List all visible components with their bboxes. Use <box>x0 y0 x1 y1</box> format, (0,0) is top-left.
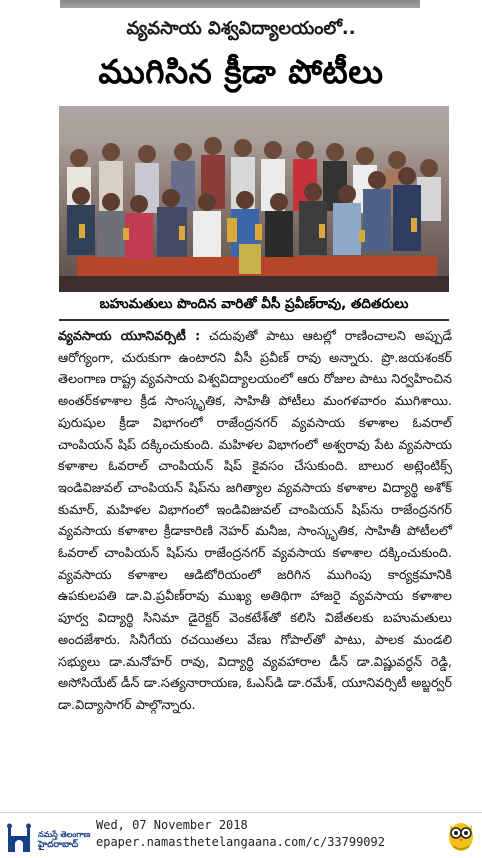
caption-divider <box>59 319 449 321</box>
group-photo-image <box>59 106 449 292</box>
epaper-footer <box>0 812 482 858</box>
edition-date: Wed, 07 November 2018 <box>96 818 248 832</box>
publication-logo[interactable] <box>6 818 91 854</box>
article-body-text: చదువుతో పాటు ఆటల్లో రాణించాలని అప్పుడే ఆరోగ్యంగా, చురుకుగా ఉంటారని వీసీ ప్రవీణ్ రావు అన్నారు. ప్రొ.జయశంకర్ తెలంగాణ రాష్ట్ర వ్యవసాయ విశ్వవిద్యాలయంలో ఆరు రోజుల పాటు నిర్వహించిన అంతర్‌కళాశాల క్రీడ సాంస్కృతిక, సాహితీ పోటీలు మంగళవారం ముగిశాయి. పురుషుల క్రీడా విభాగంలో రాజేంద్రనగర్ వ్యవసాయ కళాశాల ఓవరాల్ చాంపియన్ షిప్ దక్కించుకుంది. మహిళల విభాగంలో అశ్వరావు పేట వ్యవసాయ కళాశాల ఓవరాల్ చాంపియన్ షిప్‌ కైవసం చేసుకుంది. బాలుర అట్లెంటిక్స్ ఇండివిజువల్ చాంపియన్ షిప్‌ను జగిత్యాల వ్యవసాయ కళాశాల విద్యార్థి అశోక్ కుమార్, మహిళల విభాగంలో ఇండివిజువల్ చాంపియన్ షిప్‌ను రాజేంద్రనగర్ వ్యవసాయ కళాశాల క్రీడాకారిణి నెహర్ మనీజ, సాంస్కృతిక, సాహితీ పోటీలలో ఓవరాల్ చాంపియన్ షిప్‌ను రాజేంద్రనగర్ వ్యవసాయ కళాశాల దక్కించుకుంది. వ్యవసాయ కళాశాల ఆడిటోరియంలో జరిగిన ముగింపు కార్యక్రమానికి ఉపకులపతి డా.వి.ప్రవీణ్‌రావు ముఖ్య అతిథిగా హాజరై వ్యవసాయ కళాశాల పూర్వ విద్యార్థి సినిమా డైరెక్టర్ వెంకటేశ్‌తో కలిసి విజేతలకు బహుమతులు అందజేశారు. సినీగేయ రచయితలు వేణు గోపాల్‌తో పాటు, పాలక మండలి సభ్యులు డా.మనోహర్ రావు, విద్యార్థి వ్యవహారాల డీన్ డా.విష్ణువర్ధన్ రెడ్డి, అసోసియేట్ డీన్ డా.సత్యనారాయణ, ఓఎస్‌డి డా.రమేశ్, యూనివర్సిటీ అబ్జర్వర్ డా.విద్యాసాగర్ పాల్గొన్నారు. <box>58 329 452 713</box>
group-photo <box>59 106 449 292</box>
epaper-url[interactable]: epaper.namasthetelangaana.com/c/33799092 <box>96 835 385 849</box>
clipping-top-edge <box>60 0 420 8</box>
logo-line-2: హైదరాబాద్ <box>38 840 79 850</box>
footer-divider <box>0 812 482 813</box>
photo-caption: బహుమతులు పొందిన వారితో వీసీ ప్రవీణ్‌రావు, తదితరులు <box>99 296 409 312</box>
article-dateline: వ్యవసాయ యూనివర్సిటీ : <box>58 329 201 344</box>
logo-line-1: నమస్తే తెలంగాణ <box>38 830 91 839</box>
article-kicker: వ్యవసాయ విశ్వవిద్యాలయంలో.. <box>126 18 356 39</box>
article-headline: ముగిసిన క్రీడా పోటీలు <box>98 52 384 91</box>
article-body <box>58 326 452 717</box>
owl-icon[interactable] <box>446 816 476 852</box>
charminar-icon <box>6 818 32 852</box>
